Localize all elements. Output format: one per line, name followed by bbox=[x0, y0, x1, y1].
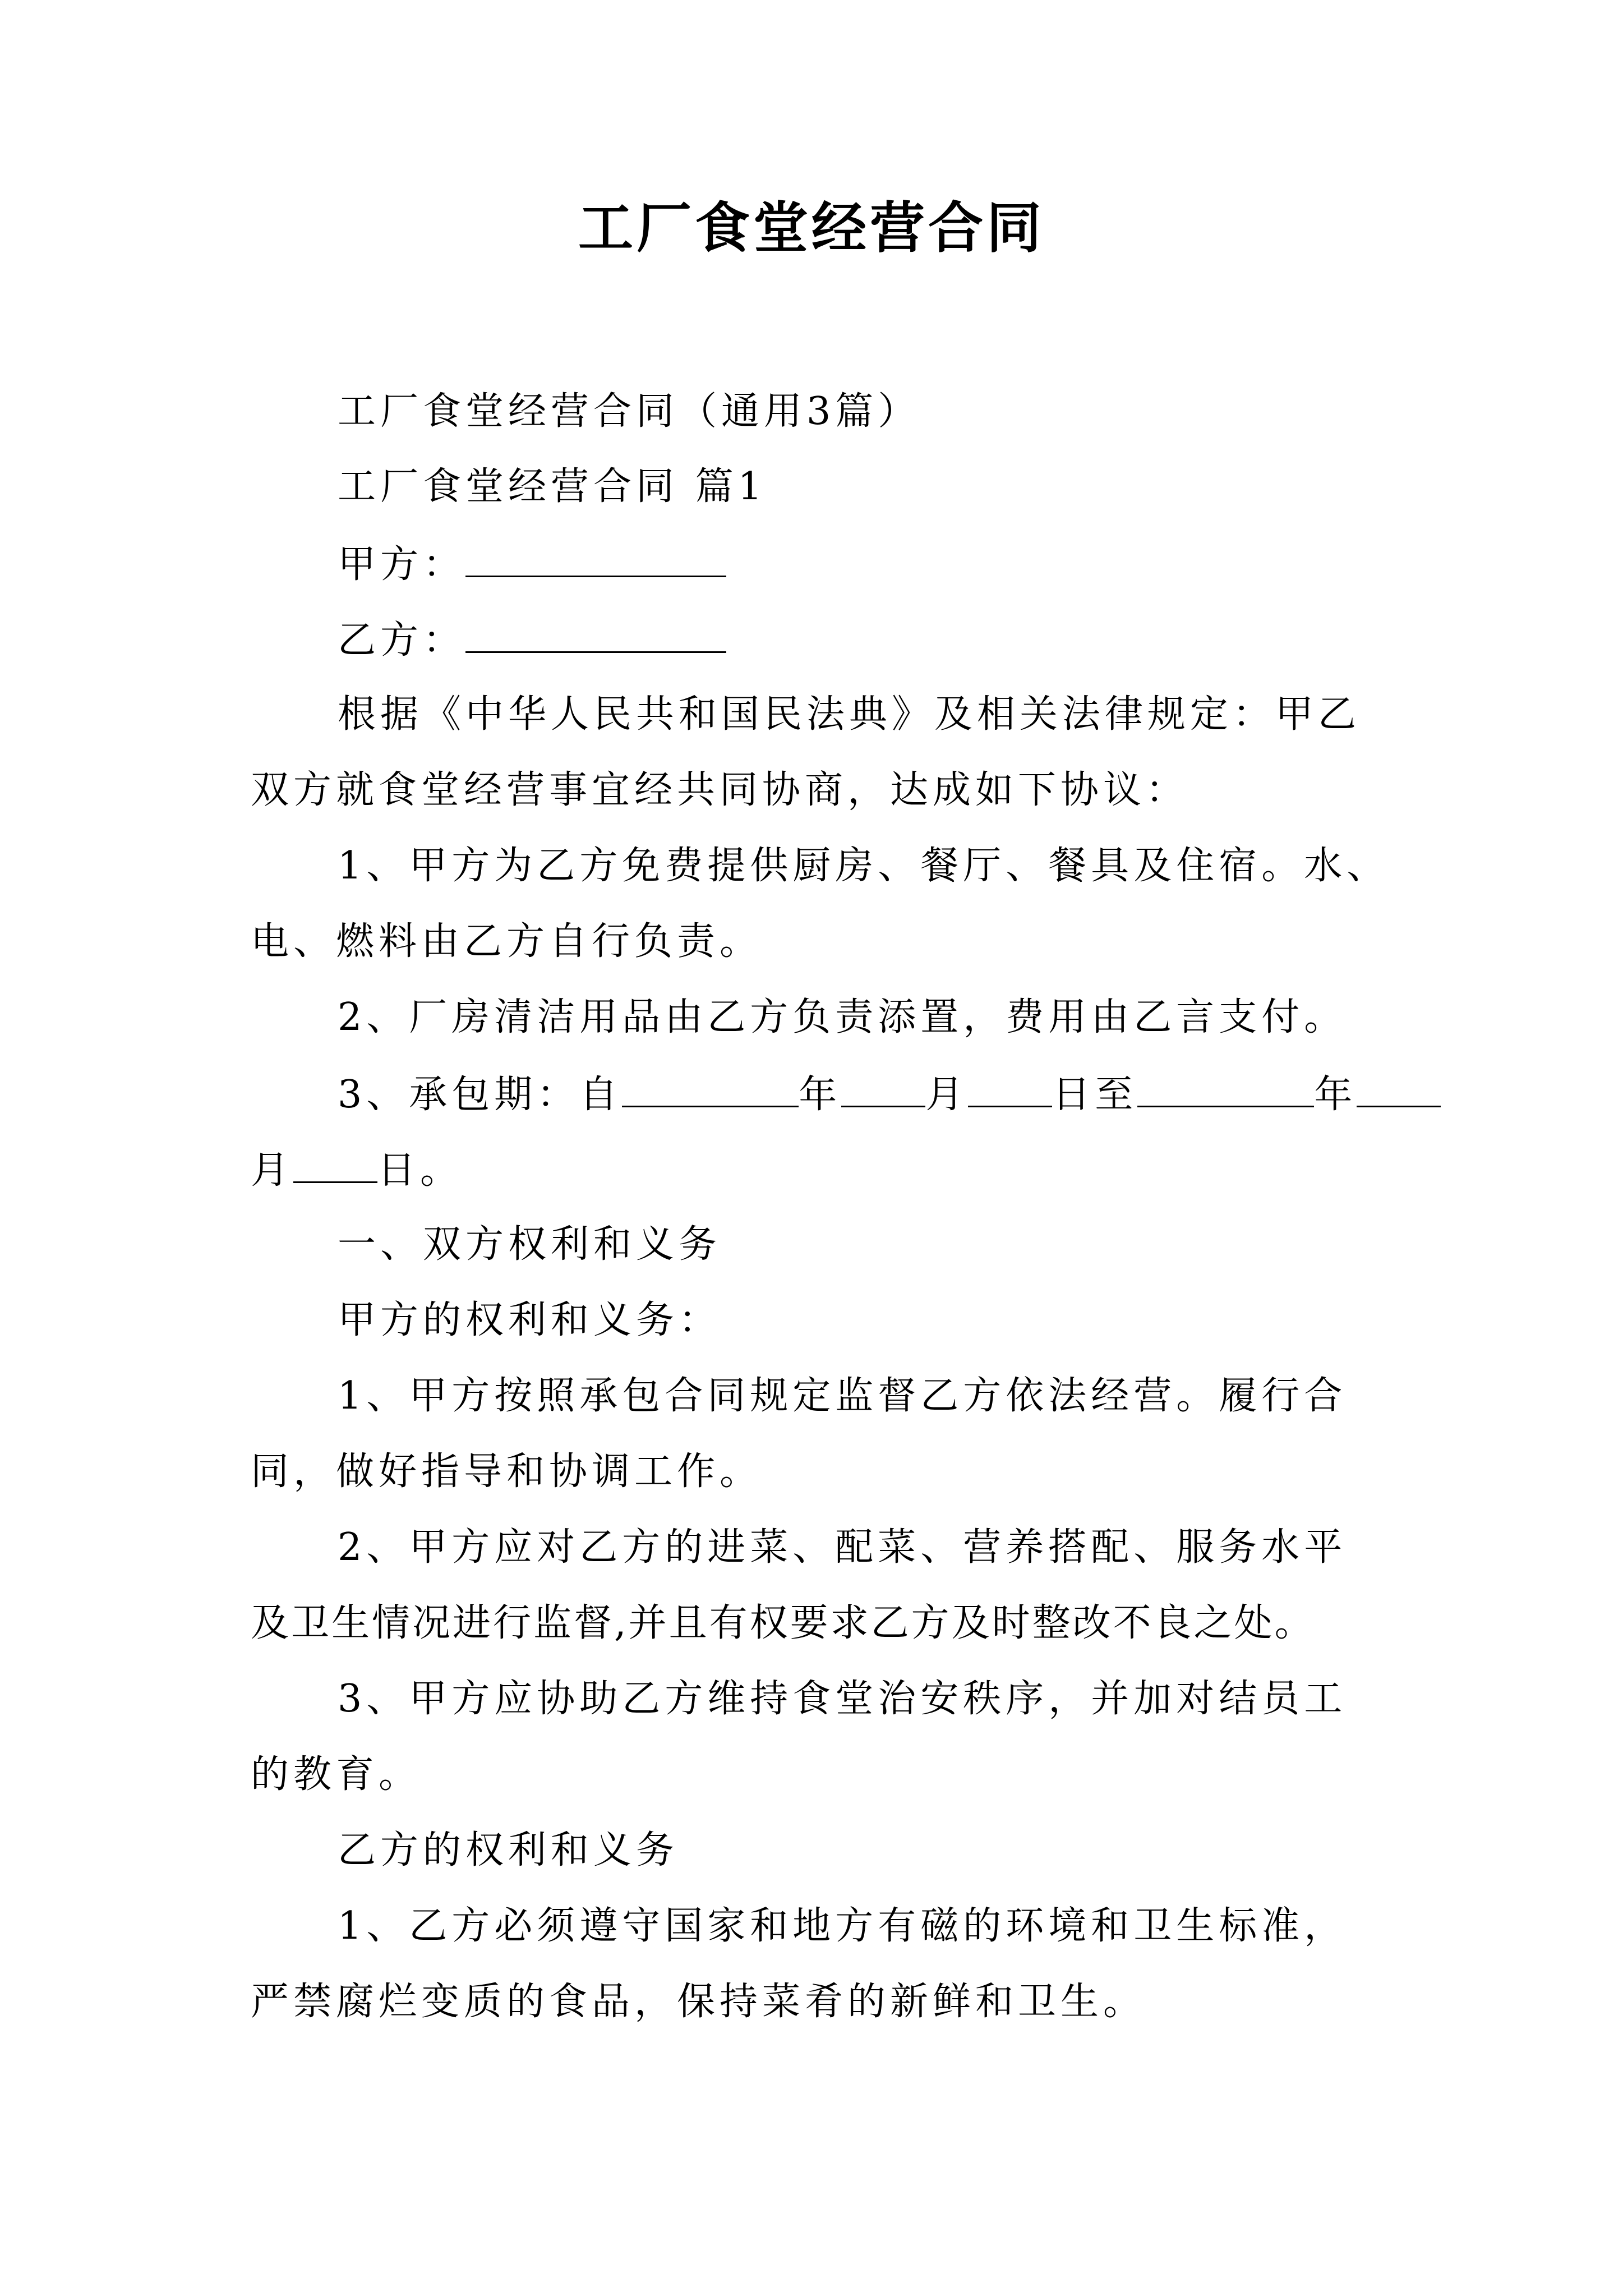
document-subtitle: 工厂食堂经营合同（通用3篇） bbox=[338, 389, 921, 434]
a-item1-line-2: 同，做好指导和协调工作。 bbox=[251, 1450, 763, 1494]
a-item2-line-1: 2、甲方应对乙方的进菜、配菜、营养搭配、服务水平 bbox=[338, 1525, 1347, 1570]
clause3-day-start: 日至 bbox=[1052, 1073, 1138, 1117]
b-item1-line-1: 1、乙方必须遵守国家和地方有磁的环境和卫生标准， bbox=[338, 1904, 1347, 1948]
b-item1-line-2: 严禁腐烂变质的食品，保持菜肴的新鲜和卫生。 bbox=[251, 1980, 1146, 2024]
clause3-day-end-blank bbox=[293, 1150, 377, 1183]
party-b-line bbox=[338, 620, 726, 660]
a-item1-line-1: 1、甲方按照承包合同规定监督乙方依法经营。履行合 bbox=[338, 1374, 1347, 1418]
clause1-line-2: 电、燃料由乙方自行负责。 bbox=[251, 919, 763, 964]
clause3-year-start-blank bbox=[622, 1074, 799, 1107]
clause1-line-1: 1、甲方为乙方免费提供厨房、餐厅、餐具及住宿。水、 bbox=[338, 844, 1390, 888]
clause3-year-end-blank bbox=[1137, 1074, 1314, 1107]
clause3-line-1 bbox=[338, 1073, 1441, 1117]
a-item3-line-1: 3、甲方应协助乙方维持食堂治安秩序，并加对结员工 bbox=[338, 1677, 1347, 1721]
party-b-label: 乙方： bbox=[338, 618, 466, 662]
clause3-month-start: 月 bbox=[925, 1073, 969, 1117]
clause3-year-start: 年 bbox=[799, 1073, 842, 1117]
clause2: 2、厂房清洁用品由乙方负责添置，费用由乙言支付。 bbox=[338, 995, 1347, 1039]
clause3-month-start-blank bbox=[841, 1074, 925, 1107]
a-item3-line-2: 的教育。 bbox=[251, 1752, 422, 1797]
clause3-line-2 bbox=[251, 1148, 463, 1193]
clause3-month-end: 月 bbox=[251, 1148, 294, 1193]
clause3-day-end: 日。 bbox=[377, 1148, 463, 1193]
party-a-rights-heading: 甲方的权利和义务： bbox=[338, 1298, 722, 1342]
clause3-day-start-blank bbox=[968, 1074, 1052, 1107]
clause3-year-end: 年 bbox=[1314, 1073, 1357, 1117]
section1-heading: 一、双方权利和义务 bbox=[338, 1222, 722, 1267]
clause3-month-end-blank bbox=[1357, 1074, 1441, 1107]
party-a-line bbox=[338, 542, 726, 587]
a-item2-line-2: 及卫生情况进行监督,并且有权要求乙方及时整改不良之处。 bbox=[251, 1601, 1315, 1645]
party-b-blank bbox=[465, 620, 726, 653]
party-b-rights-heading: 乙方的权利和义务 bbox=[338, 1828, 679, 1872]
party-a-blank bbox=[465, 544, 726, 577]
intro-line-1: 根据《中华人民共和国民法典》及相关法律规定：甲乙 bbox=[338, 692, 1361, 737]
document-title: 工厂食堂经营合同 bbox=[578, 196, 1045, 260]
party-a-label: 甲方： bbox=[338, 542, 466, 587]
section-heading: 工厂食堂经营合同 篇1 bbox=[338, 464, 767, 509]
clause3-prefix: 3、承包期：自 bbox=[338, 1073, 623, 1117]
intro-line-2: 双方就食堂经营事宜经共同协商，达成如下协议： bbox=[251, 768, 1189, 812]
